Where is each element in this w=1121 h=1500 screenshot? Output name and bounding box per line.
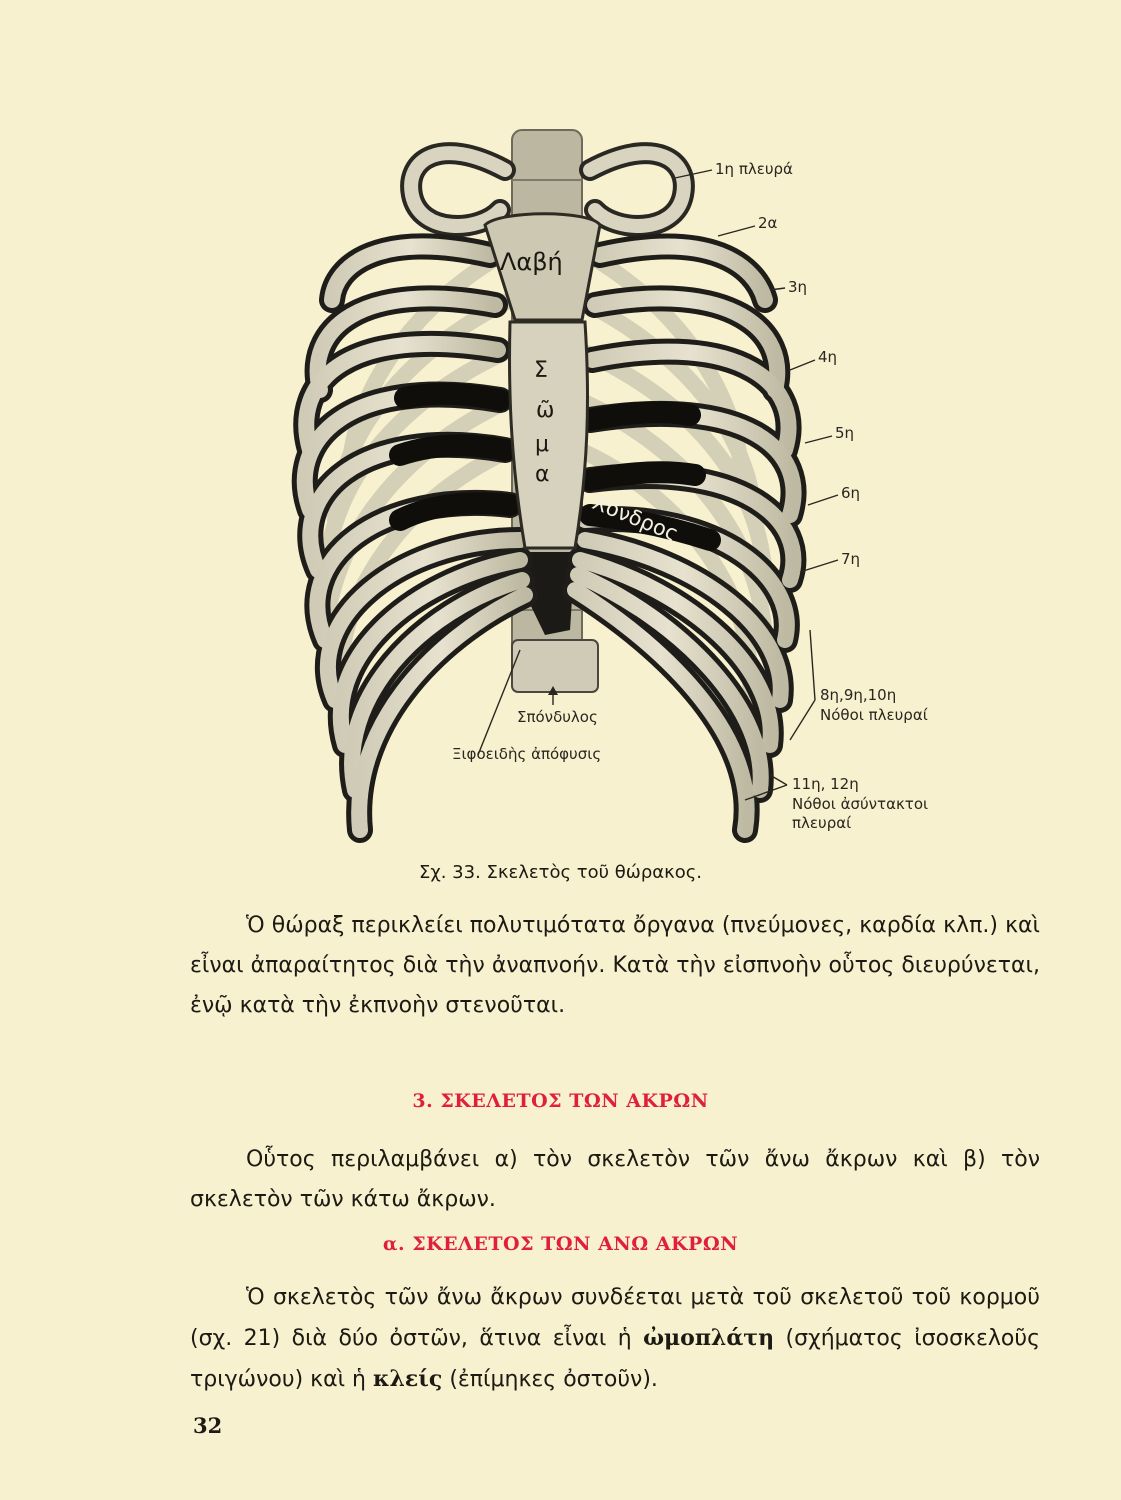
paragraph-upper-limbs-text-3: (ἐπίμηκες ὀστοῦν). bbox=[442, 1367, 658, 1392]
label-rib-5: 5η bbox=[835, 424, 855, 442]
label-rib-4: 4η bbox=[818, 348, 838, 366]
label-floating-ribs-line2: πλευραί bbox=[792, 814, 852, 832]
label-sternum-letter-2: ῶ bbox=[536, 398, 555, 423]
heading-upper-limbs: α. ΣΚΕΛΕΤΟΣ ΤΩΝ ΑΝΩ ΑΚΡΩΝ bbox=[382, 1233, 739, 1255]
paragraph-upper-limbs-text-1: Ὁ σκελετὸς τῶν ἄνω ἄκρων συνδέεται μετὰ τοῦ σκελετοῦ τοῦ κορμοῦ (σχ. 21) διὰ δύο ὀστῶν, ἅτινα εἶναι ἡ bbox=[190, 1285, 1040, 1351]
paragraph-upper-limbs bbox=[190, 1278, 1040, 1400]
label-rib-1: 1η πλευρά bbox=[715, 160, 793, 178]
figure-caption: Σχ. 33. Σκελετὸς τοῦ θώρακος. bbox=[418, 862, 703, 883]
term-scapula: ὠμοπλάτη bbox=[643, 1325, 775, 1351]
label-xiphoid-process: Ξιφοειδὴς ἀπόφυσις bbox=[452, 745, 602, 763]
label-manubrium: Λαβή bbox=[500, 248, 563, 276]
label-sternum-letter-3: μ bbox=[535, 432, 549, 457]
paragraph-limbs: Οὗτος περιλαμβάνει α) τὸν σκελετὸν τῶν ἄνω ἄκρων καὶ β) τὸν σκελετὸν τῶν κάτω ἄκρων. bbox=[190, 1147, 1040, 1212]
label-rib-6: 6η bbox=[841, 484, 861, 502]
label-rib-7: 7η bbox=[841, 550, 861, 568]
label-floating-ribs-line1: Νόθοι ἀσύντακτοι bbox=[792, 795, 929, 813]
term-clavicle: κλείς bbox=[373, 1366, 443, 1392]
paragraph-thorax: Ὁ θώραξ περικλείει πολυτιμότατα ὄργανα (πνεύμονες, καρδία κλπ.) καὶ εἶναι ἀπαραίτητος διὰ τὴν ἀναπνοήν. Κατὰ τὴν εἰσπνοὴν οὗτος διευρύνεται, ἐνῷ κατὰ τὴν ἐκπνοὴν στενοῦται. bbox=[190, 913, 1040, 1018]
label-sternum-letter-4: α bbox=[535, 462, 550, 487]
label-vertebra: Σπόνδυλος bbox=[517, 708, 598, 726]
page-number: 32 bbox=[193, 1413, 223, 1438]
heading-limb-skeleton: 3. ΣΚΕΛΕΤΟΣ ΤΩΝ ΑΚΡΩΝ bbox=[412, 1090, 709, 1112]
label-ribs-8-10-numbers: 8η,9η,10η bbox=[820, 686, 897, 704]
label-rib-3: 3η bbox=[788, 278, 808, 296]
label-rib-2: 2α bbox=[758, 214, 778, 232]
paragraph-upper-limbs-text-2: (σχήματος ἰσοσκελοῦς τριγώνου) καὶ ἡ bbox=[190, 1326, 1040, 1392]
label-sternum-letter-1: Σ bbox=[534, 358, 548, 383]
label-cartilage: Χόνδρος bbox=[589, 490, 682, 547]
label-ribs-11-12-numbers: 11η, 12η bbox=[792, 775, 859, 793]
label-false-ribs: Νόθοι πλευραί bbox=[820, 706, 928, 724]
